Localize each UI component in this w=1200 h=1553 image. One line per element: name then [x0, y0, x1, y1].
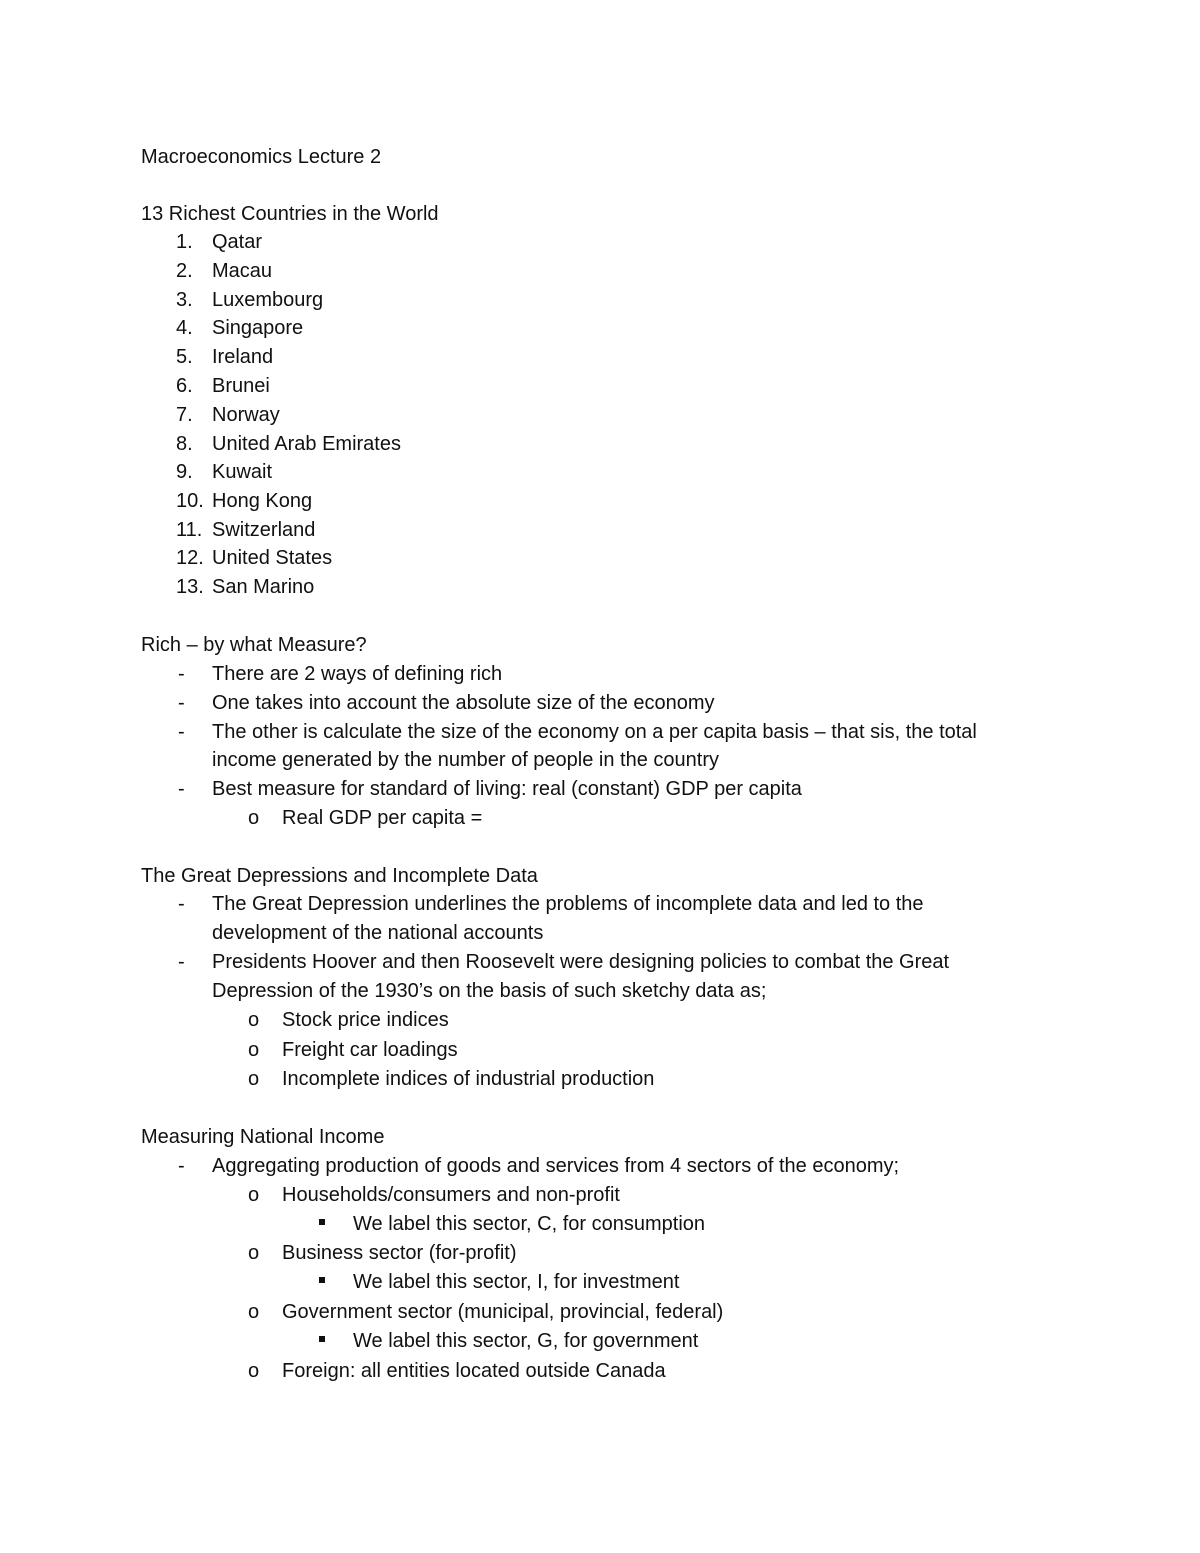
dash-bullet: -: [178, 778, 185, 800]
list-number: 2.: [176, 260, 193, 282]
list-number: 9.: [176, 461, 193, 483]
bullet-text: Best measure for standard of living: real (constant) GDP per capita: [212, 778, 802, 800]
square-bullet: [319, 1277, 325, 1283]
list-number: 7.: [176, 404, 193, 426]
bullet-text-continued: Depression of the 1930’s on the basis of such sketchy data as;: [212, 980, 767, 1002]
list-item: Macau: [212, 260, 273, 282]
bullet-text: The Great Depression underlines the problems of incomplete data and led to the: [212, 893, 924, 915]
list-item: Norway: [212, 404, 280, 426]
dash-bullet: -: [178, 721, 185, 743]
list-item: Hong Kong: [212, 490, 313, 512]
rich-measure-heading: Rich – by what Measure?: [141, 634, 367, 656]
bullet-text: The other is calculate the size of the economy on a per capita basis – that sis, the total: [212, 721, 977, 743]
sub-bullet-text: Stock price indices: [282, 1009, 449, 1031]
list-number: 11.: [176, 519, 203, 541]
document-title: Macroeconomics Lecture 2: [141, 146, 382, 168]
circle-bullet: o: [248, 1068, 260, 1090]
detail-bullet-text: We label this sector, G, for government: [353, 1330, 699, 1352]
circle-bullet: o: [248, 807, 260, 829]
list-item: United States: [212, 547, 333, 569]
dash-bullet: -: [178, 663, 185, 685]
square-bullet: [319, 1219, 325, 1225]
list-number: 5.: [176, 346, 193, 368]
circle-bullet: o: [248, 1184, 260, 1206]
circle-bullet: o: [248, 1009, 260, 1031]
list-item: Ireland: [212, 346, 274, 368]
list-item: Kuwait: [212, 461, 273, 483]
dash-bullet: -: [178, 951, 185, 973]
sub-bullet-text: Real GDP per capita =: [282, 807, 483, 829]
list-number: 12.: [176, 547, 204, 569]
list-number: 1.: [176, 231, 193, 253]
bullet-text-continued: income generated by the number of people in the country: [212, 749, 719, 771]
list-number: 8.: [176, 433, 193, 455]
dash-bullet: -: [178, 1155, 185, 1177]
dash-bullet: -: [178, 893, 185, 915]
detail-bullet-text: We label this sector, C, for consumption: [353, 1213, 706, 1235]
richest-heading: 13 Richest Countries in the World: [141, 203, 439, 225]
bullet-text: Aggregating production of goods and services from 4 sectors of the economy;: [212, 1155, 900, 1177]
list-number: 4.: [176, 317, 193, 339]
bullet-text: One takes into account the absolute size of the economy: [212, 692, 715, 714]
dash-bullet: -: [178, 692, 185, 714]
sub-bullet-text: Foreign: all entities located outside Canada: [282, 1360, 666, 1382]
bullet-text: There are 2 ways of defining rich: [212, 663, 503, 685]
list-item: Qatar: [212, 231, 263, 253]
sub-bullet-text: Business sector (for-profit): [282, 1242, 517, 1264]
list-number: 6.: [176, 375, 193, 397]
circle-bullet: o: [248, 1301, 260, 1323]
bullet-text-continued: development of the national accounts: [212, 922, 544, 944]
circle-bullet: o: [248, 1039, 260, 1061]
list-item: San Marino: [212, 576, 315, 598]
national-income-heading: Measuring National Income: [141, 1126, 385, 1148]
detail-bullet-text: We label this sector, I, for investment: [353, 1271, 680, 1293]
circle-bullet: o: [248, 1360, 260, 1382]
sub-bullet-text: Households/consumers and non-profit: [282, 1184, 620, 1206]
list-number: 10.: [176, 490, 204, 512]
sub-bullet-text: Incomplete indices of industrial production: [282, 1068, 655, 1090]
list-item: Singapore: [212, 317, 304, 339]
list-item: United Arab Emirates: [212, 433, 401, 455]
square-bullet: [319, 1336, 325, 1342]
bullet-text: Presidents Hoover and then Roosevelt were designing policies to combat the Great: [212, 951, 950, 973]
list-item: Switzerland: [212, 519, 316, 541]
list-number: 13.: [176, 576, 204, 598]
list-number: 3.: [176, 289, 193, 311]
sub-bullet-text: Freight car loadings: [282, 1039, 458, 1061]
list-item: Brunei: [212, 375, 270, 397]
list-item: Luxembourg: [212, 289, 324, 311]
depression-heading: The Great Depressions and Incomplete Data: [141, 865, 538, 887]
sub-bullet-text: Government sector (municipal, provincial, federal): [282, 1301, 724, 1323]
circle-bullet: o: [248, 1242, 260, 1264]
